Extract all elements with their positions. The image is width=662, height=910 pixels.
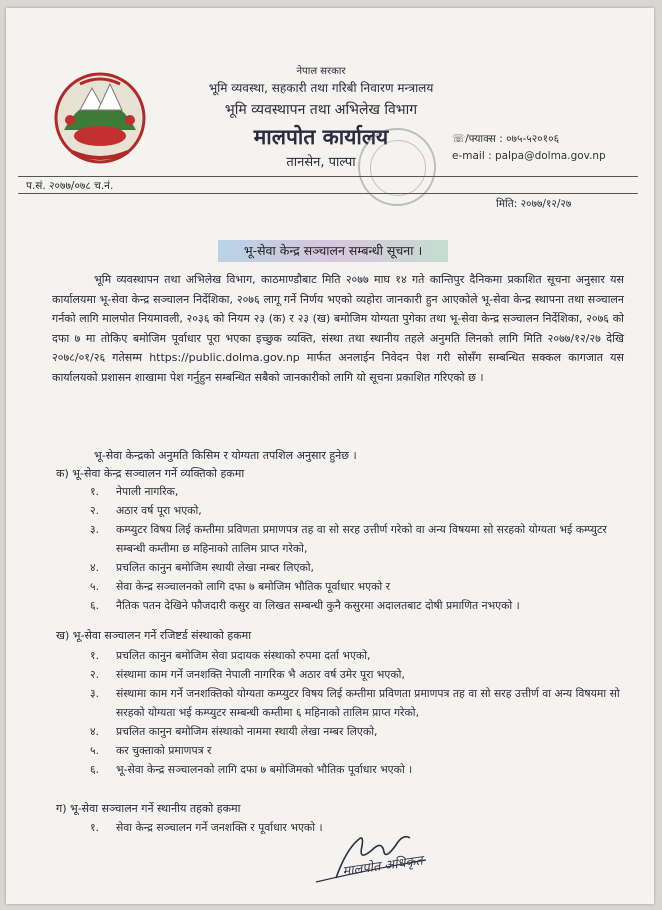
notice-date: मिति: २०७७/१२/२७ xyxy=(496,198,572,210)
government-label: नेपाल सरकार xyxy=(296,66,346,77)
department-label: भूमि व्यवस्थापन तथा अभिलेख विभाग xyxy=(224,102,418,118)
office-title: मालपोत कार्यालय xyxy=(253,125,389,149)
item-number: ६. xyxy=(90,763,100,776)
item-number: ५. xyxy=(90,744,100,757)
item-number: ५. xyxy=(90,580,100,593)
item-number: १. xyxy=(90,485,100,498)
item-number: ३. xyxy=(90,523,100,536)
section-title-local-level: ग) भू-सेवा सञ्चालन गर्ने स्थानीय तहको हकमा xyxy=(56,802,241,815)
office-location: तानसेन, पाल्पा xyxy=(286,155,356,170)
item-text: नैतिक पतन देखिने फौजदारी कसुर वा लिखत सम्बन्धी कुनै कसुरमा अदालतबाट दोषी प्रमाणित नभएको । xyxy=(116,599,520,612)
header-rule-bottom xyxy=(18,193,638,194)
item-text: संस्थामा काम गर्ने जनशक्ति नेपाली नागरिक भै अठार वर्ष उमेर पूरा भएको, xyxy=(116,668,405,681)
header-rule-top xyxy=(18,176,638,177)
item-text: कर चुक्ताको प्रमाणपत्र र xyxy=(116,744,212,757)
notice-paragraph: भूमि व्यवस्थापन तथा अभिलेख विभाग, काठमाण्डौबाट मिति २०७७ माघ १४ गते कान्तिपुर दैनिकमा प्रकाशित सूचना अनुसार यस कार्यालयमा भू-सेवा केन्द्र सञ्चालन निर्देशिका, २०७६ लागू गर्ने निर्णय भएको व्यहोरा जानकारी हुन आएकोले भू-सेवा केन्द्र स्थापना तथा सञ्चालन गर्नको लागि मालपोत नियमावली, २०३६ को नियम २३ (क) र २३ (ख) बमोजिम योग्यता पुगेका तथा भू-सेवा केन्द्र सञ्चालन निर्देशिका, २०७६ को दफा ७ मा तोकिए बमोजिम पूर्वाधार पूरा भएका इच्छुक व्यक्ति, संस्था तथा स्थानीय तहले अनुमति लिनको लागि मिति २०७७/१२/२७ देखि २०७८/०१/२६ गतेसम्म https://public.dolma.gov.np मार्फत अनलाईन निवेदन पेश गरी सोसँग सम्बन्धित सक्कल कागजात यस कार्यालयको प्रशासन शाखामा पेश गर्नुहुन सम्बन्धित सबैको जानकारीको लागि यो सूचना प्रकाशित गरिएको छ । xyxy=(52,273,624,384)
item-number: ३. xyxy=(90,687,100,700)
item-text: प्रचलित कानुन बमोजिम संस्थाको नाममा स्थायी लेखा नम्बर लिएको, xyxy=(116,725,378,738)
item-number: ६. xyxy=(90,599,100,612)
item-text: भू-सेवा केन्द्र सञ्चालनको लागि दफा ७ बमोजिमको भौतिक पूर्वाधार भएको । xyxy=(116,763,413,776)
item-number: ४. xyxy=(90,561,100,574)
reference-number: प.सं. २०७७/०७८ च.नं. xyxy=(26,180,114,192)
section-title-organization: ख) भू-सेवा सञ्चालन गर्ने रजिष्टर्ड संस्थाको हकमा xyxy=(56,629,252,642)
nepal-emblem-icon xyxy=(50,70,150,166)
item-text: सेवा केन्द्र सञ्चालनको लागि दफा ७ बमोजिम भौतिक पूर्वाधार भएको र xyxy=(116,580,391,593)
item-text: सेवा केन्द्र सञ्चालन गर्ने जनशक्ति र पूर्वाधार भएको । xyxy=(116,821,323,834)
item-number: ४. xyxy=(90,725,100,738)
fax-number: ☏/फ्याक्स : ०७५-५२०१०६ xyxy=(452,133,560,145)
email-address: e-mail : palpa@dolma.gov.np xyxy=(452,150,606,162)
item-number: १. xyxy=(90,649,100,662)
section-title-individual: क) भू-सेवा केन्द्र सञ्चालन गर्ने व्यक्तिको हकमा xyxy=(56,467,245,480)
notice-title: भू-सेवा केन्द्र सञ्चालन सम्बन्धी सूचना । xyxy=(218,240,448,262)
signature-title: मालपोत अधिकृत xyxy=(341,853,424,880)
item-text: प्रचलित कानुन बमोजिम स्थायी लेखा नम्बर लिएको, xyxy=(116,561,314,574)
item-text: अठार वर्ष पूरा भएको, xyxy=(116,504,202,517)
item-number: १. xyxy=(90,821,100,834)
document-page xyxy=(6,8,654,904)
item-number: २. xyxy=(90,504,100,517)
item-number: २. xyxy=(90,668,100,681)
office-stamp-icon xyxy=(358,128,436,206)
item-text: प्रचलित कानुन बमोजिम सेवा प्रदायक संस्थाको रुपमा दर्ता भएको, xyxy=(116,649,371,662)
qualification-intro: भू-सेवा केन्द्रको अनुमति किसिम र योग्यता तपशिल अनुसार हुनेछ । xyxy=(94,449,357,462)
ministry-label: भूमि व्यवस्था, सहकारी तथा गरिबी निवारण मन्त्रालय xyxy=(208,81,434,95)
item-text: संस्थामा काम गर्ने जनशक्तिको योग्यता कम्प्युटर विषय लिई कम्तीमा प्रविणता प्रमाणपत्र तह वा सो सरह उत्तीर्ण वा अन्य विषयमा सो सरहको योग्यता भई कम्प्युटर सम्बन्धी कम्तीमा ६ महिनाको तालिम प्राप्त गरेको, xyxy=(116,687,620,719)
item-text: नेपाली नागरिक, xyxy=(116,485,179,498)
item-text: कम्प्युटर विषय लिई कम्तीमा प्रविणता प्रमाणपत्र तह वा सो सरह उत्तीर्ण गरेको वा अन्य विषयमा सो सरहको योग्यता भई कम्प्युटर सम्बन्धी कम्तीमा छ महिनाको तालिम प्राप्त गरेको, xyxy=(116,523,607,555)
